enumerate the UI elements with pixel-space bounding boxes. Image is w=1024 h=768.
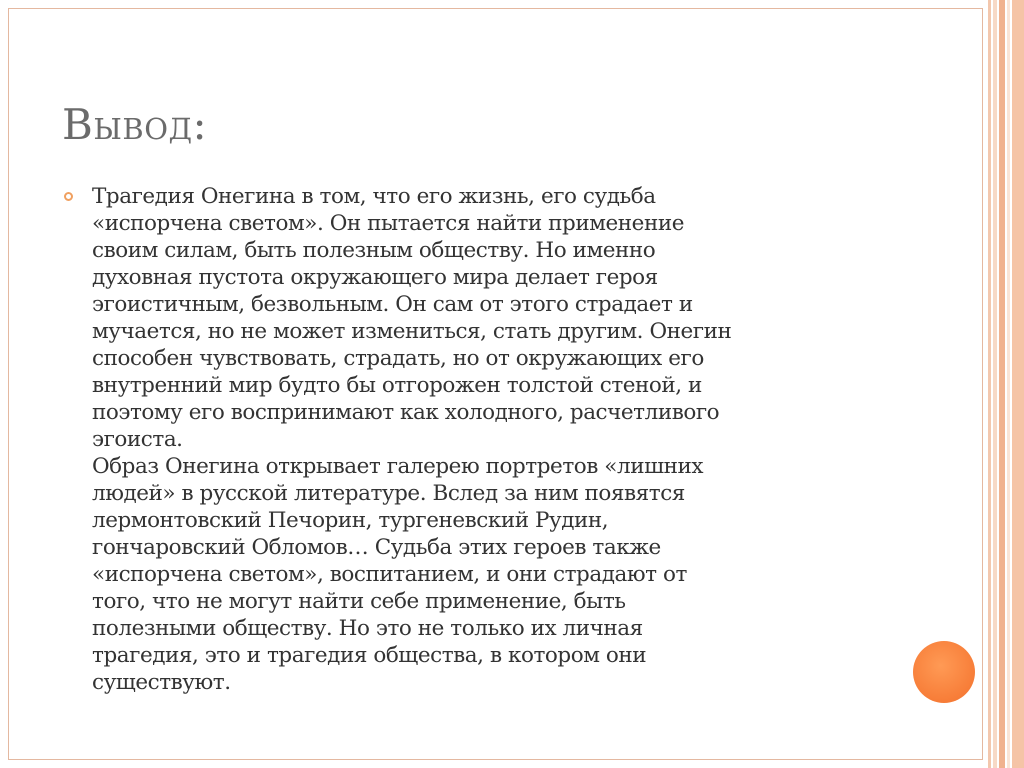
- body-paragraph-2: Образ Онегина открывает галерею портретов «лишних людей» в русской литературе. Вслед за ним появятся лермонтовский Печорин, тургеневский Рудин, гончаровский Обломов… Судьба этих героев также «испорчена светом», воспитанием, и они страдают от того, что не могут найти себе применение, быть полезными обществу. Но это не только их личная трагедия, это и трагедия общества, в котором они существуют.: [92, 454, 704, 695]
- stripe: [999, 0, 1005, 768]
- stripe: [993, 0, 997, 768]
- stripe: [1007, 0, 1010, 768]
- slide-title: Вывод:: [62, 100, 208, 149]
- decorative-orange-circle: [913, 641, 975, 703]
- slide-body: [92, 183, 902, 696]
- decorative-stripes: [988, 0, 1024, 768]
- stripe: [988, 0, 991, 768]
- bullet-circle-icon: [64, 192, 73, 201]
- body-paragraph-1: Трагедия Онегина в том, что его жизнь, его судьба «испорчена светом». Он пытается найти применение своим силам, быть полезным обществу. Но именно духовная пустота окружающего мира делает героя эгоистичным, безвольным. Он сам от этого страдает и мучается, но не может измениться, стать другим. Онегин способен чувствовать, страдать, но от окружающих его внутренний мир будто бы отгорожен толстой стеной, и поэтому его воспринимают как холодного, расчетливого эгоиста.: [92, 184, 732, 452]
- stripe: [1012, 0, 1024, 768]
